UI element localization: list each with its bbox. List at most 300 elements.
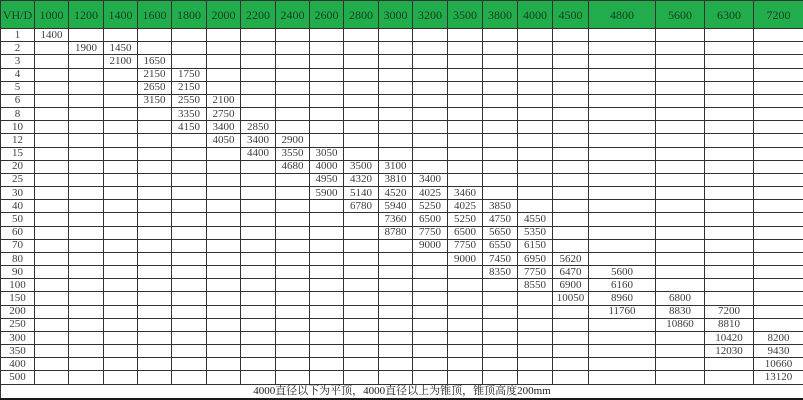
cell-90-2600[interactable] (310, 266, 344, 279)
cell-200-5600[interactable]: 8830 (656, 305, 705, 318)
cell-50-4000[interactable]: 4550 (518, 213, 553, 226)
cell-250-2600[interactable] (310, 318, 344, 331)
cell-300-4500[interactable] (553, 331, 589, 344)
cell-2-4500[interactable] (553, 42, 589, 55)
cell-400-7200[interactable]: 10660 (754, 358, 803, 371)
cell-5-1000[interactable] (35, 81, 69, 94)
cell-200-1000[interactable] (35, 305, 69, 318)
cell-25-2200[interactable] (241, 173, 276, 186)
cell-5-3200[interactable] (413, 81, 448, 94)
row-header-200[interactable]: 200 (1, 305, 35, 318)
cell-90-3800[interactable]: 8350 (483, 266, 518, 279)
cell-250-1000[interactable] (35, 318, 69, 331)
cell-8-7200[interactable] (754, 108, 803, 121)
cell-1-2400[interactable] (276, 29, 310, 42)
cell-90-1200[interactable] (69, 266, 104, 279)
cell-6-3800[interactable] (483, 94, 518, 107)
cell-500-4000[interactable] (518, 371, 553, 385)
cell-80-2200[interactable] (241, 252, 276, 265)
cell-4-6300[interactable] (705, 68, 754, 81)
cell-80-1200[interactable] (69, 252, 104, 265)
cell-300-3200[interactable] (413, 331, 448, 344)
cell-5-6300[interactable] (705, 81, 754, 94)
cell-50-3000[interactable]: 7360 (379, 213, 413, 226)
cell-2-5600[interactable] (656, 42, 705, 55)
cell-60-4000[interactable]: 5350 (518, 226, 553, 239)
cell-25-2600[interactable]: 4950 (310, 173, 344, 186)
cell-90-3500[interactable] (448, 266, 483, 279)
cell-15-2200[interactable]: 4400 (241, 147, 276, 160)
cell-90-4000[interactable]: 7750 (518, 266, 553, 279)
cell-40-3200[interactable]: 5250 (413, 200, 448, 213)
cell-8-1200[interactable] (69, 108, 104, 121)
cell-6-6300[interactable] (705, 94, 754, 107)
cell-40-1600[interactable] (138, 200, 172, 213)
cell-4-2000[interactable] (207, 68, 241, 81)
cell-50-7200[interactable] (754, 213, 803, 226)
cell-60-2800[interactable] (344, 226, 379, 239)
row-header-90[interactable]: 90 (1, 266, 35, 279)
cell-1-4000[interactable] (518, 29, 553, 42)
cell-250-2400[interactable] (276, 318, 310, 331)
cell-200-2800[interactable] (344, 305, 379, 318)
cell-40-1400[interactable] (104, 200, 138, 213)
row-header-25[interactable]: 25 (1, 173, 35, 186)
cell-30-1400[interactable] (104, 187, 138, 200)
cell-4-1600[interactable]: 2150 (138, 68, 172, 81)
cell-25-3200[interactable]: 3400 (413, 173, 448, 186)
cell-70-5600[interactable] (656, 239, 705, 252)
cell-3-1800[interactable] (172, 55, 207, 68)
cell-2-1800[interactable] (172, 42, 207, 55)
cell-3-3200[interactable] (413, 55, 448, 68)
cell-80-3500[interactable]: 9000 (448, 252, 483, 265)
cell-12-7200[interactable] (754, 134, 803, 147)
cell-150-2800[interactable] (344, 292, 379, 305)
row-header-30[interactable]: 30 (1, 187, 35, 200)
cell-4-7200[interactable] (754, 68, 803, 81)
cell-6-1200[interactable] (69, 94, 104, 107)
row-header-40[interactable]: 40 (1, 200, 35, 213)
cell-70-2800[interactable] (344, 239, 379, 252)
row-header-5[interactable]: 5 (1, 81, 35, 94)
cell-100-4000[interactable]: 8550 (518, 279, 553, 292)
row-header-15[interactable]: 15 (1, 147, 35, 160)
cell-5-2600[interactable] (310, 81, 344, 94)
cell-70-1800[interactable] (172, 239, 207, 252)
cell-1-4800[interactable] (589, 29, 656, 42)
cell-400-3800[interactable] (483, 358, 518, 371)
cell-40-6300[interactable] (705, 200, 754, 213)
cell-500-5600[interactable] (656, 371, 705, 385)
cell-500-1200[interactable] (69, 371, 104, 385)
cell-4-4500[interactable] (553, 68, 589, 81)
cell-300-4800[interactable] (589, 331, 656, 344)
cell-4-3200[interactable] (413, 68, 448, 81)
cell-4-1200[interactable] (69, 68, 104, 81)
cell-50-6300[interactable] (705, 213, 754, 226)
cell-500-2400[interactable] (276, 371, 310, 385)
cell-50-2800[interactable] (344, 213, 379, 226)
cell-2-1400[interactable]: 1450 (104, 42, 138, 55)
cell-20-1400[interactable] (104, 160, 138, 173)
cell-500-3500[interactable] (448, 371, 483, 385)
cell-6-2400[interactable] (276, 94, 310, 107)
cell-200-4500[interactable] (553, 305, 589, 318)
cell-15-6300[interactable] (705, 147, 754, 160)
cell-90-1000[interactable] (35, 266, 69, 279)
cell-250-3000[interactable] (379, 318, 413, 331)
column-header-3000[interactable]: 3000 (379, 1, 413, 29)
cell-400-2400[interactable] (276, 358, 310, 371)
cell-350-4000[interactable] (518, 345, 553, 358)
cell-2-3000[interactable] (379, 42, 413, 55)
cell-1-3500[interactable] (448, 29, 483, 42)
cell-8-2600[interactable] (310, 108, 344, 121)
cell-5-1600[interactable]: 2650 (138, 81, 172, 94)
cell-15-4500[interactable] (553, 147, 589, 160)
cell-30-2000[interactable] (207, 187, 241, 200)
cell-30-1800[interactable] (172, 187, 207, 200)
cell-5-4000[interactable] (518, 81, 553, 94)
cell-1-1000[interactable]: 1400 (35, 29, 69, 42)
cell-8-4000[interactable] (518, 108, 553, 121)
cell-350-3500[interactable] (448, 345, 483, 358)
cell-40-1800[interactable] (172, 200, 207, 213)
row-header-4[interactable]: 4 (1, 68, 35, 81)
cell-50-5600[interactable] (656, 213, 705, 226)
cell-3-2800[interactable] (344, 55, 379, 68)
cell-60-3500[interactable]: 6500 (448, 226, 483, 239)
cell-12-1000[interactable] (35, 134, 69, 147)
cell-8-4800[interactable] (589, 108, 656, 121)
cell-400-3500[interactable] (448, 358, 483, 371)
cell-250-2000[interactable] (207, 318, 241, 331)
cell-8-1600[interactable] (138, 108, 172, 121)
cell-6-1400[interactable] (104, 94, 138, 107)
cell-8-2200[interactable] (241, 108, 276, 121)
column-header-2400[interactable]: 2400 (276, 1, 310, 29)
cell-150-2000[interactable] (207, 292, 241, 305)
cell-100-2800[interactable] (344, 279, 379, 292)
cell-80-2800[interactable] (344, 252, 379, 265)
cell-10-1600[interactable] (138, 121, 172, 134)
cell-50-1800[interactable] (172, 213, 207, 226)
row-header-2[interactable]: 2 (1, 42, 35, 55)
cell-5-7200[interactable] (754, 81, 803, 94)
cell-400-3200[interactable] (413, 358, 448, 371)
cell-100-2200[interactable] (241, 279, 276, 292)
cell-20-3800[interactable] (483, 160, 518, 173)
cell-70-3200[interactable]: 9000 (413, 239, 448, 252)
cell-70-2600[interactable] (310, 239, 344, 252)
row-header-300[interactable]: 300 (1, 331, 35, 344)
cell-3-2000[interactable] (207, 55, 241, 68)
cell-12-1400[interactable] (104, 134, 138, 147)
cell-100-5600[interactable] (656, 279, 705, 292)
cell-100-1400[interactable] (104, 279, 138, 292)
cell-40-3800[interactable]: 3850 (483, 200, 518, 213)
cell-6-4000[interactable] (518, 94, 553, 107)
cell-6-2000[interactable]: 2100 (207, 94, 241, 107)
cell-150-3800[interactable] (483, 292, 518, 305)
cell-2-4000[interactable] (518, 42, 553, 55)
cell-200-1200[interactable] (69, 305, 104, 318)
cell-90-6300[interactable] (705, 266, 754, 279)
cell-350-4800[interactable] (589, 345, 656, 358)
cell-1-2000[interactable] (207, 29, 241, 42)
row-header-400[interactable]: 400 (1, 358, 35, 371)
cell-8-2000[interactable]: 2750 (207, 108, 241, 121)
cell-100-3800[interactable] (483, 279, 518, 292)
cell-25-1800[interactable] (172, 173, 207, 186)
cell-4-3500[interactable] (448, 68, 483, 81)
cell-200-3500[interactable] (448, 305, 483, 318)
cell-2-3200[interactable] (413, 42, 448, 55)
cell-70-1200[interactable] (69, 239, 104, 252)
row-header-250[interactable]: 250 (1, 318, 35, 331)
cell-15-1400[interactable] (104, 147, 138, 160)
cell-350-1000[interactable] (35, 345, 69, 358)
cell-150-7200[interactable] (754, 292, 803, 305)
cell-20-2800[interactable]: 3500 (344, 160, 379, 173)
cell-6-2600[interactable] (310, 94, 344, 107)
cell-25-2800[interactable]: 4320 (344, 173, 379, 186)
cell-1-4500[interactable] (553, 29, 589, 42)
cell-50-4500[interactable] (553, 213, 589, 226)
cell-500-3200[interactable] (413, 371, 448, 385)
cell-500-1800[interactable] (172, 371, 207, 385)
cell-70-2000[interactable] (207, 239, 241, 252)
row-header-12[interactable]: 12 (1, 134, 35, 147)
cell-3-3800[interactable] (483, 55, 518, 68)
cell-350-6300[interactable]: 12030 (705, 345, 754, 358)
cell-70-4800[interactable] (589, 239, 656, 252)
cell-4-3000[interactable] (379, 68, 413, 81)
cell-1-1600[interactable] (138, 29, 172, 42)
cell-400-4500[interactable] (553, 358, 589, 371)
cell-2-1000[interactable] (35, 42, 69, 55)
cell-300-4000[interactable] (518, 331, 553, 344)
cell-12-2800[interactable] (344, 134, 379, 147)
cell-15-1200[interactable] (69, 147, 104, 160)
cell-10-4500[interactable] (553, 121, 589, 134)
cell-60-2600[interactable] (310, 226, 344, 239)
cell-20-2400[interactable]: 4680 (276, 160, 310, 173)
cell-70-4000[interactable]: 6150 (518, 239, 553, 252)
cell-350-5600[interactable] (656, 345, 705, 358)
cell-50-3800[interactable]: 4750 (483, 213, 518, 226)
cell-15-1000[interactable] (35, 147, 69, 160)
cell-300-7200[interactable]: 8200 (754, 331, 803, 344)
cell-3-2400[interactable] (276, 55, 310, 68)
cell-400-3000[interactable] (379, 358, 413, 371)
cell-30-3000[interactable]: 4520 (379, 187, 413, 200)
column-header-6300[interactable]: 6300 (705, 1, 754, 29)
cell-60-4800[interactable] (589, 226, 656, 239)
cell-30-1000[interactable] (35, 187, 69, 200)
cell-2-1600[interactable] (138, 42, 172, 55)
cell-5-1800[interactable]: 2150 (172, 81, 207, 94)
cell-8-1400[interactable] (104, 108, 138, 121)
cell-70-6300[interactable] (705, 239, 754, 252)
column-header-3800[interactable]: 3800 (483, 1, 518, 29)
cell-20-6300[interactable] (705, 160, 754, 173)
cell-60-7200[interactable] (754, 226, 803, 239)
cell-6-2200[interactable] (241, 94, 276, 107)
cell-70-3800[interactable]: 6550 (483, 239, 518, 252)
column-header-1000[interactable]: 1000 (35, 1, 69, 29)
cell-30-2800[interactable]: 5140 (344, 187, 379, 200)
cell-150-1600[interactable] (138, 292, 172, 305)
cell-250-4800[interactable] (589, 318, 656, 331)
row-header-100[interactable]: 100 (1, 279, 35, 292)
cell-50-1000[interactable] (35, 213, 69, 226)
cell-80-2600[interactable] (310, 252, 344, 265)
column-header-4500[interactable]: 4500 (553, 1, 589, 29)
cell-40-2000[interactable] (207, 200, 241, 213)
cell-4-5600[interactable] (656, 68, 705, 81)
cell-80-3000[interactable] (379, 252, 413, 265)
cell-10-3200[interactable] (413, 121, 448, 134)
cell-350-2400[interactable] (276, 345, 310, 358)
cell-50-3200[interactable]: 6500 (413, 213, 448, 226)
cell-1-2800[interactable] (344, 29, 379, 42)
cell-300-3000[interactable] (379, 331, 413, 344)
cell-200-4000[interactable] (518, 305, 553, 318)
row-header-500[interactable]: 500 (1, 371, 35, 385)
cell-250-7200[interactable] (754, 318, 803, 331)
cell-12-5600[interactable] (656, 134, 705, 147)
cell-150-2400[interactable] (276, 292, 310, 305)
cell-50-2600[interactable] (310, 213, 344, 226)
cell-80-5600[interactable] (656, 252, 705, 265)
cell-12-4500[interactable] (553, 134, 589, 147)
cell-40-7200[interactable] (754, 200, 803, 213)
cell-100-2600[interactable] (310, 279, 344, 292)
column-header-1200[interactable]: 1200 (69, 1, 104, 29)
cell-5-3000[interactable] (379, 81, 413, 94)
cell-6-3500[interactable] (448, 94, 483, 107)
cell-90-4500[interactable]: 6470 (553, 266, 589, 279)
cell-5-4500[interactable] (553, 81, 589, 94)
cell-5-2000[interactable] (207, 81, 241, 94)
cell-8-6300[interactable] (705, 108, 754, 121)
cell-250-4000[interactable] (518, 318, 553, 331)
cell-20-4000[interactable] (518, 160, 553, 173)
cell-10-1000[interactable] (35, 121, 69, 134)
cell-300-2600[interactable] (310, 331, 344, 344)
cell-25-2000[interactable] (207, 173, 241, 186)
cell-250-1800[interactable] (172, 318, 207, 331)
cell-25-1400[interactable] (104, 173, 138, 186)
cell-50-2000[interactable] (207, 213, 241, 226)
cell-70-7200[interactable] (754, 239, 803, 252)
cell-250-6300[interactable]: 8810 (705, 318, 754, 331)
cell-60-1000[interactable] (35, 226, 69, 239)
cell-2-2600[interactable] (310, 42, 344, 55)
cell-200-2600[interactable] (310, 305, 344, 318)
cell-25-1200[interactable] (69, 173, 104, 186)
cell-300-1200[interactable] (69, 331, 104, 344)
cell-20-2200[interactable] (241, 160, 276, 173)
cell-4-1400[interactable] (104, 68, 138, 81)
cell-15-3000[interactable] (379, 147, 413, 160)
cell-60-1800[interactable] (172, 226, 207, 239)
cell-90-5600[interactable] (656, 266, 705, 279)
row-header-1[interactable]: 1 (1, 29, 35, 42)
cell-1-3800[interactable] (483, 29, 518, 42)
cell-2-2800[interactable] (344, 42, 379, 55)
cell-90-2000[interactable] (207, 266, 241, 279)
cell-8-4500[interactable] (553, 108, 589, 121)
row-header-3[interactable]: 3 (1, 55, 35, 68)
cell-5-1400[interactable] (104, 81, 138, 94)
cell-200-1800[interactable] (172, 305, 207, 318)
cell-12-2600[interactable] (310, 134, 344, 147)
cell-500-6300[interactable] (705, 371, 754, 385)
cell-5-2200[interactable] (241, 81, 276, 94)
cell-150-3200[interactable] (413, 292, 448, 305)
cell-300-2200[interactable] (241, 331, 276, 344)
cell-12-2400[interactable]: 2900 (276, 134, 310, 147)
cell-100-1600[interactable] (138, 279, 172, 292)
cell-20-1000[interactable] (35, 160, 69, 173)
cell-40-2400[interactable] (276, 200, 310, 213)
cell-4-2200[interactable] (241, 68, 276, 81)
cell-30-4500[interactable] (553, 187, 589, 200)
row-header-150[interactable]: 150 (1, 292, 35, 305)
cell-350-1800[interactable] (172, 345, 207, 358)
cell-90-3200[interactable] (413, 266, 448, 279)
cell-10-2800[interactable] (344, 121, 379, 134)
cell-100-3000[interactable] (379, 279, 413, 292)
cell-25-7200[interactable] (754, 173, 803, 186)
cell-300-1000[interactable] (35, 331, 69, 344)
cell-10-4000[interactable] (518, 121, 553, 134)
cell-1-3200[interactable] (413, 29, 448, 42)
cell-15-2000[interactable] (207, 147, 241, 160)
cell-3-1400[interactable]: 2100 (104, 55, 138, 68)
cell-350-1600[interactable] (138, 345, 172, 358)
cell-15-2600[interactable]: 3050 (310, 147, 344, 160)
cell-3-3000[interactable] (379, 55, 413, 68)
cell-1-2200[interactable] (241, 29, 276, 42)
cell-40-5600[interactable] (656, 200, 705, 213)
cell-1-1200[interactable] (69, 29, 104, 42)
cell-8-3000[interactable] (379, 108, 413, 121)
cell-15-3200[interactable] (413, 147, 448, 160)
column-header-2200[interactable]: 2200 (241, 1, 276, 29)
column-header-4000[interactable]: 4000 (518, 1, 553, 29)
cell-1-1400[interactable] (104, 29, 138, 42)
cell-20-7200[interactable] (754, 160, 803, 173)
cell-150-2600[interactable] (310, 292, 344, 305)
cell-200-1400[interactable] (104, 305, 138, 318)
cell-1-1800[interactable] (172, 29, 207, 42)
cell-150-6300[interactable] (705, 292, 754, 305)
cell-500-1400[interactable] (104, 371, 138, 385)
cell-500-3800[interactable] (483, 371, 518, 385)
cell-300-1400[interactable] (104, 331, 138, 344)
cell-300-6300[interactable]: 10420 (705, 331, 754, 344)
cell-40-2600[interactable] (310, 200, 344, 213)
cell-6-3000[interactable] (379, 94, 413, 107)
cell-10-3800[interactable] (483, 121, 518, 134)
cell-15-1800[interactable] (172, 147, 207, 160)
cell-60-5600[interactable] (656, 226, 705, 239)
cell-6-1800[interactable]: 2550 (172, 94, 207, 107)
